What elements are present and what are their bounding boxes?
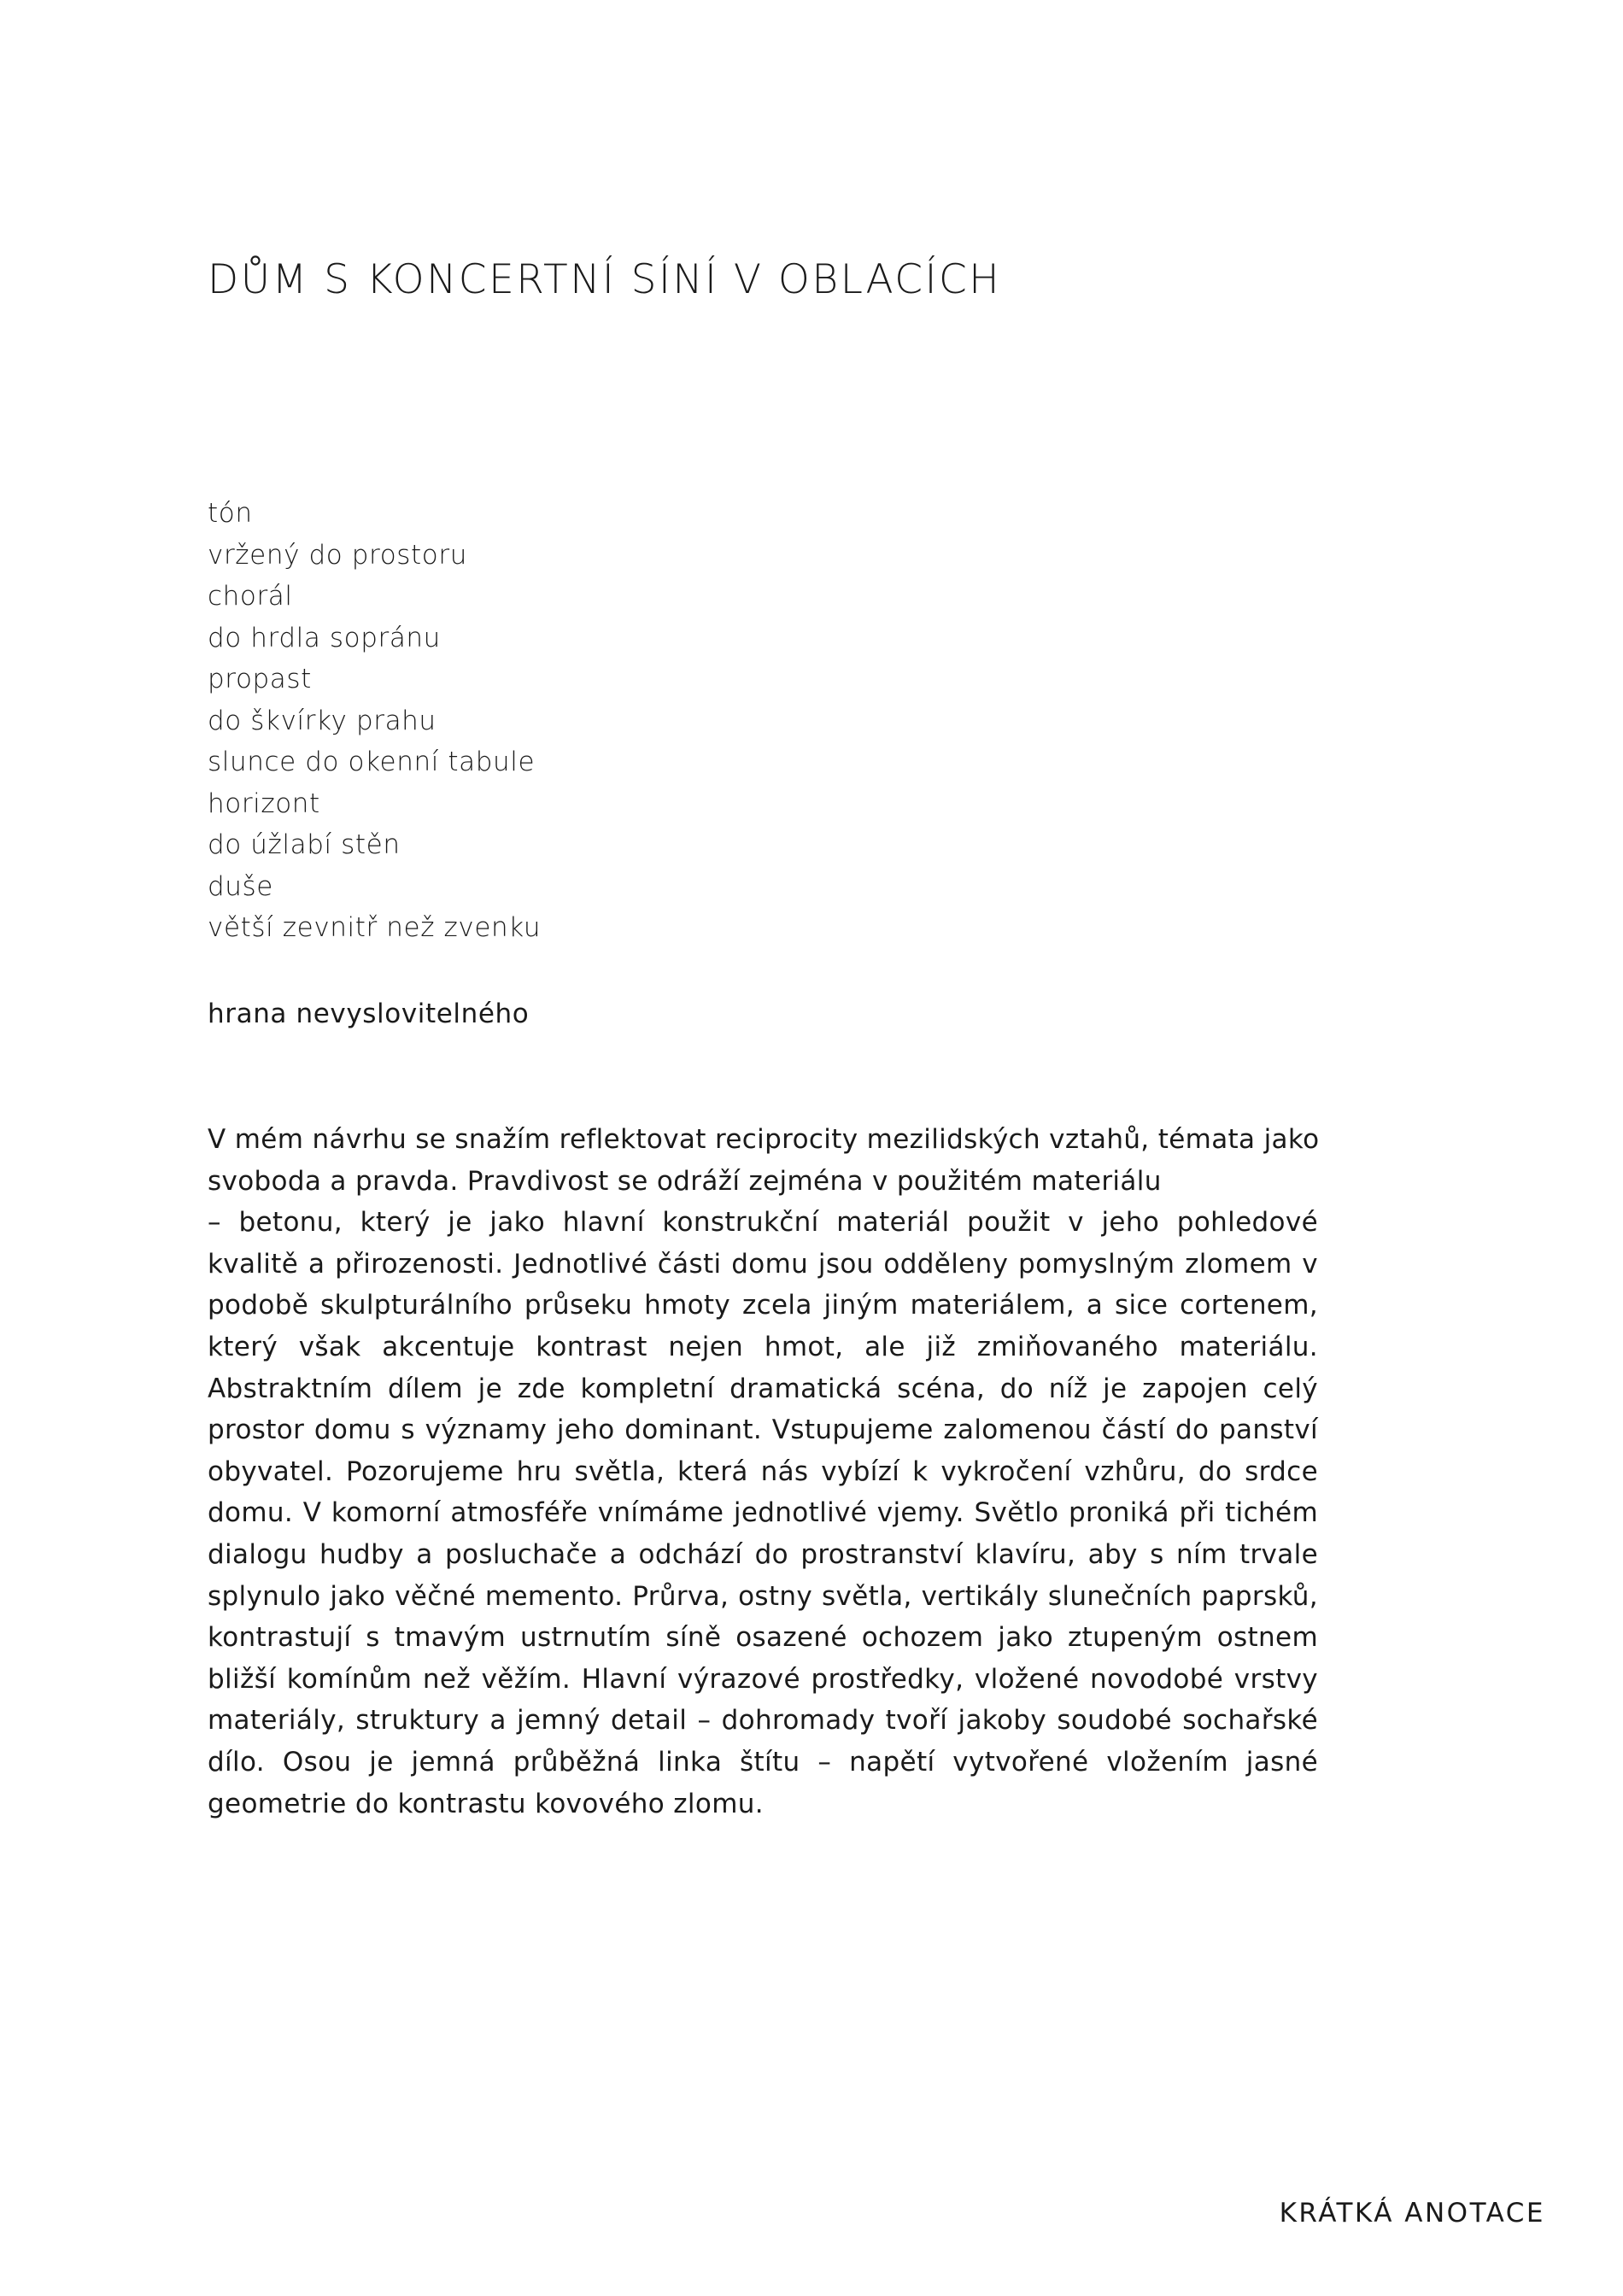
annotation-line: – betonu, který je jako hlavní konstrukční materiál použit v jeho pohledové bbox=[208, 1207, 1318, 1239]
poem-line: slunce do okenní tabule bbox=[208, 747, 536, 777]
poem-line: vržený do prostoru bbox=[208, 539, 467, 571]
page-title: DŮM S KONCERTNÍ SÍNÍ V OBLACÍCH bbox=[208, 256, 1002, 303]
poem-line: propast bbox=[208, 664, 312, 694]
annotation-line: podobě skulpturálního průseku hmoty zcela jiným materiálem, a sice cortenem, bbox=[208, 1290, 1318, 1321]
annotation-line: svoboda a pravda. Pravdivost se odráží zejména v použitém materiálu bbox=[208, 1165, 1162, 1197]
annotation-line: V mém návrhu se snažím reflektovat reciprocity mezilidských vztahů, témata jako bbox=[208, 1124, 1320, 1155]
annotation-line: dílo. Osou je jemná průběžná linka štítu – napětí vytvořené vložením jasné bbox=[208, 1746, 1318, 1778]
poem-line: do úžlabí stěn bbox=[208, 829, 401, 860]
annotation-line: prostor domu s významy jeho dominant. Vstupujeme zalomenou částí do panství bbox=[208, 1414, 1318, 1446]
poem-line: větší zevnitř než zvenku bbox=[208, 912, 542, 943]
annotation-line: kontrastují s tmavým ustrnutím síně osazené ochozem jako ztupeným ostnem bbox=[208, 1622, 1318, 1654]
poem-line: duše bbox=[208, 870, 273, 902]
annotation-line: materiály, struktury a jemný detail – dohromady tvoří jakoby soudobé sochařské bbox=[208, 1705, 1318, 1737]
annotation-line: geometrie do kontrastu kovového zlomu. bbox=[208, 1788, 764, 1819]
poem-line: tón bbox=[208, 498, 253, 529]
annotation-line: domu. V komorní atmosféře vnímáme jednotlivé vjemy. Světlo proniká při tichém bbox=[208, 1497, 1318, 1529]
poem-line: chorál bbox=[208, 581, 293, 612]
annotation-line: Abstraktním dílem je zde kompletní dramatická scéna, do níž je zapojen celý bbox=[208, 1373, 1318, 1404]
poem-coda: hrana nevyslovitelného bbox=[208, 999, 530, 1029]
annotation-line: bližší komínům než věžím. Hlavní výrazové prostředky, vložené novodobé vrstvy bbox=[208, 1663, 1318, 1695]
annotation-line: splynulo jako věčné memento. Průrva, ostny světla, vertikály slunečních paprsků, bbox=[208, 1580, 1318, 1612]
annotation-line: který však akcentuje kontrast nejen hmot, ale již zmiňovaného materiálu. bbox=[208, 1331, 1318, 1362]
poem-line: do škvírky prahu bbox=[208, 705, 437, 736]
annotation-line: obyvatel. Pozorujeme hru světla, která nás vybízí k vykročení vzhůru, do srdce bbox=[208, 1456, 1318, 1487]
section-label: KRÁTKÁ ANOTACE bbox=[1279, 2198, 1545, 2229]
annotation-line: kvalitě a přirozenosti. Jednotlivé části domu jsou odděleny pomyslným zlomem v bbox=[208, 1248, 1318, 1280]
poem-line: do hrdla sopránu bbox=[208, 622, 441, 653]
annotation-paragraph bbox=[208, 1119, 1318, 1824]
poem-line: horizont bbox=[208, 788, 320, 819]
annotation-line: dialogu hudby a posluchače a odchází do prostranství klavíru, aby s ním trvale bbox=[208, 1538, 1318, 1570]
poem bbox=[208, 493, 976, 949]
